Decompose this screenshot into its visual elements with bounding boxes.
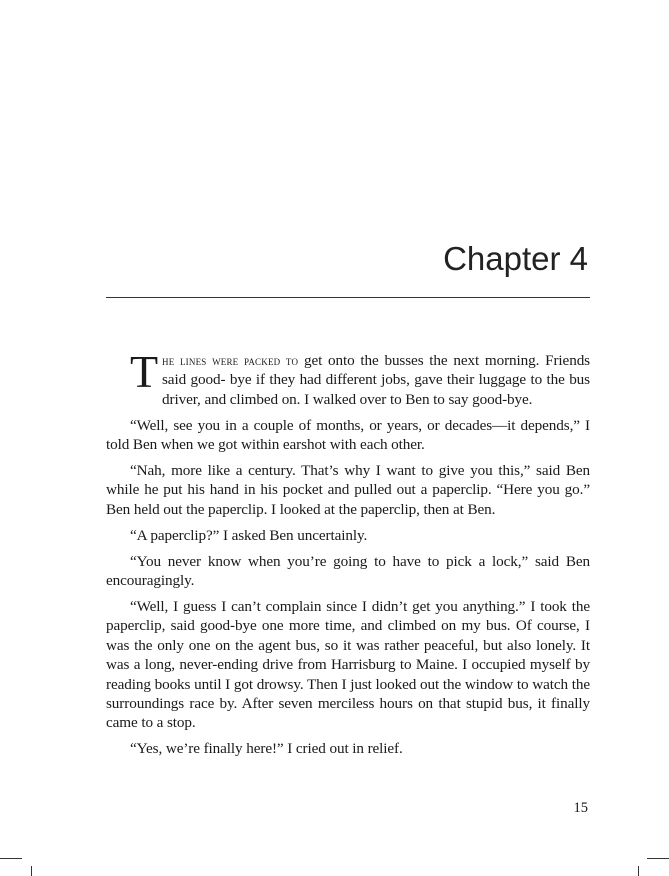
body-text [106,346,590,765]
chapter-rule [106,297,590,298]
crop-mark-right-horizontal [647,858,669,859]
chapter-title: Chapter 4 [443,240,588,277]
paragraph-3: “Nah, more like a century. That’s why I want to give you this,” said Ben while he put his hand in his pocket and pulled out a paperclip. “Here you go.” Ben held out the paperclip. I looked at the paperclip, then at Ben. [106,462,590,518]
page-number: 15 [573,800,588,816]
paragraph-6: “Well, I guess I can’t complain since I didn’t get you anything.” I took the paperclip, said good-bye one more time, and climbed on my bus. Of course, I was the only one on the agent bus, so it was rather peaceful, but also lonely. It was a long, never-ending drive from Harrisburg to Maine. I occupied myself by reading books until I got drowsy. Then I just looked out the window to watch the surroundings race by. After seven merciless hours on that stupid bus, it finally came to a stop. [106,597,590,732]
crop-mark-left-horizontal [0,858,22,859]
crop-mark-right-vertical [638,866,639,876]
paragraph-1 [106,346,590,409]
drop-cap: T [130,346,158,397]
paragraph-4: “A paperclip?” I asked Ben uncertainly. [130,526,368,544]
paragraph-5: “You never know when you’re going to have to pick a lock,” said Ben encouragingly. [106,552,590,590]
paragraph-7: “Yes, we’re finally here!” I cried out in relief. [130,740,403,758]
crop-mark-left-vertical [31,866,32,876]
paragraph-1-text: get onto the busses the next morning. Friends said good- bye if they had different jobs, gave their luggage to the bus driver, and climbed on. I walked over to Ben to say good-bye. [162,352,590,408]
paragraph-2: “Well, see you in a couple of months, or years, or decades—it depends,” I told Ben when we got within earshot with each other. [106,416,590,454]
small-caps-lead: he lines were packed to [162,353,299,368]
